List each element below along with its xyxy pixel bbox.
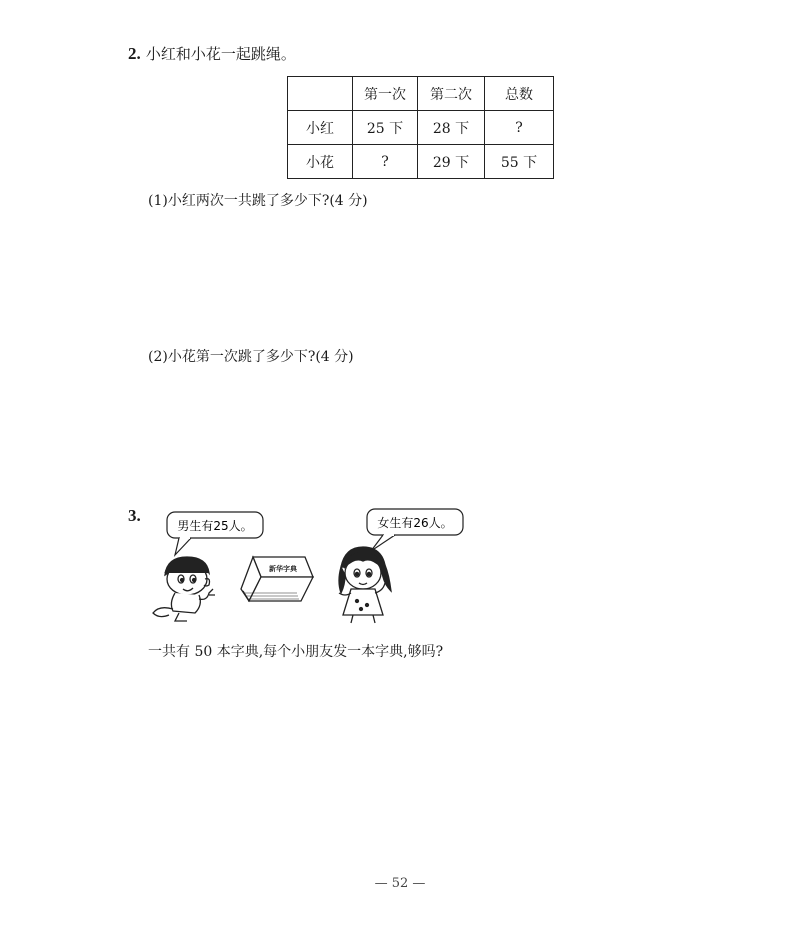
question-2-subquestion-2: (2)小花第一次跳了多少下?(4 分) — [148, 349, 354, 365]
table-header-cell: 第二次 — [418, 77, 485, 111]
page-number: — 52 — — [374, 876, 426, 891]
boy-figure — [153, 557, 215, 621]
girl-speech-bubble — [367, 509, 463, 551]
question-2-number: 2. — [128, 44, 141, 63]
table-header-cell: 第一次 — [353, 77, 418, 111]
table-row — [288, 145, 554, 179]
table-cell: 小花 — [288, 145, 353, 179]
boy-speech-bubble — [167, 512, 263, 555]
table-cell: 29 下 — [418, 145, 485, 179]
table-header-row — [288, 77, 554, 111]
table-cell: 55 下 — [485, 145, 554, 179]
table-header-cell — [288, 77, 353, 111]
table-header-cell: 总数 — [485, 77, 554, 111]
dictionary-book — [241, 557, 313, 601]
question-2-subquestion-1: (1)小红两次一共跳了多少下?(4 分) — [148, 193, 368, 209]
girl-bubble-text: 女生有26人。 — [377, 516, 453, 530]
table-cell: 28 下 — [418, 111, 485, 145]
girl-figure — [339, 547, 391, 623]
book-title-text: 新华字典 — [269, 565, 297, 573]
boy-bubble-text: 男生有25人。 — [177, 519, 253, 533]
question-3-illustration — [145, 505, 475, 625]
table-cell: 25 下 — [353, 111, 418, 145]
jump-rope-table — [287, 76, 554, 179]
question-2-prompt — [128, 43, 296, 64]
question-3-number: 3. — [128, 506, 141, 525]
question-2-text: 小红和小花一起跳绳。 — [145, 45, 296, 63]
question-3-text: 一共有 50 本字典,每个小朋友发一本字典,够吗? — [148, 644, 444, 660]
table-cell: ? — [485, 111, 554, 145]
table-cell: 小红 — [288, 111, 353, 145]
table-row — [288, 111, 554, 145]
table-cell: ? — [353, 145, 418, 179]
